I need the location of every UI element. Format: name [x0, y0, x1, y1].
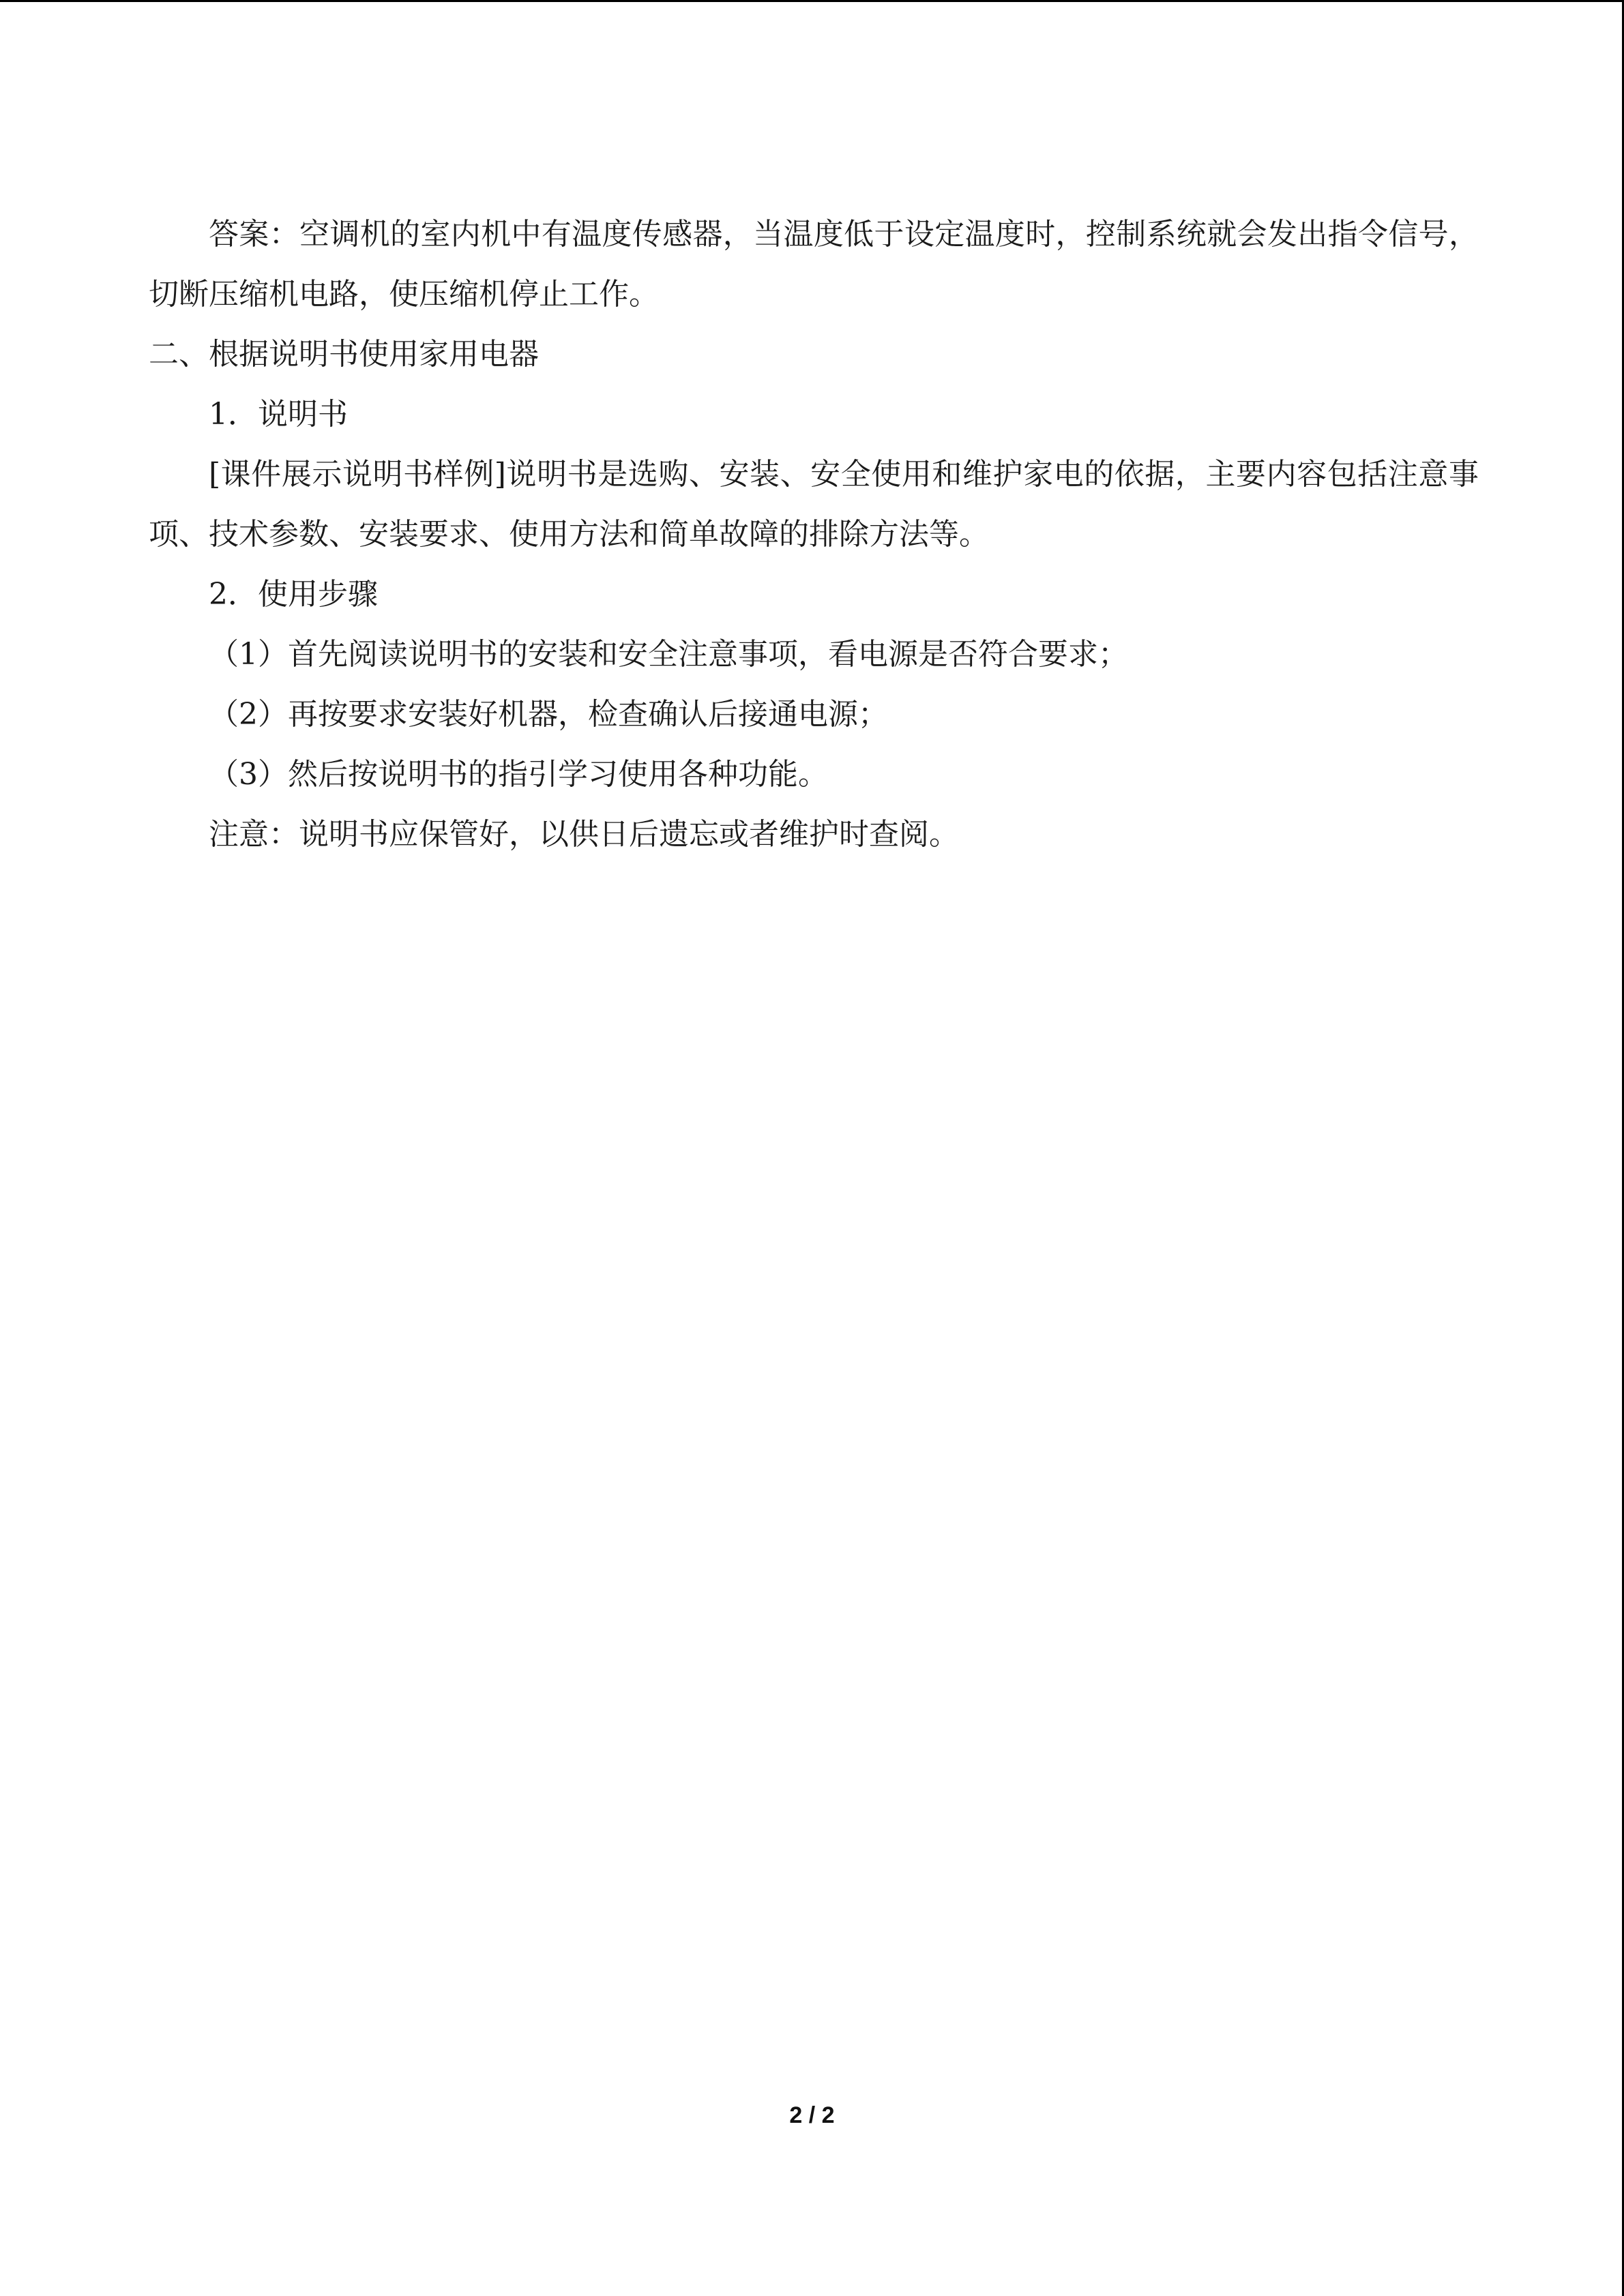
subheading-manual: 1．说明书 — [209, 397, 348, 432]
step-item-2: （2）再按要求安装好机器，检查确认后接通电源； — [209, 697, 888, 732]
page-number: 2 / 2 — [789, 2102, 835, 2128]
page-border-top — [0, 0, 1624, 2]
note-paragraph: 注意：说明书应保管好，以供日后遗忘或者维护时查阅。 — [209, 817, 959, 852]
document-body — [149, 205, 1479, 865]
answer-paragraph: 答案：空调机的室内机中有温度传感器，当温度低于设定温度时，控制系统就会发出指令信号，切断压缩机电路，使压缩机停止工作。 — [149, 217, 1479, 312]
step-item-3: （3）然后按说明书的指引学习使用各种功能。 — [209, 757, 828, 792]
manual-description-paragraph: [课件展示说明书样例]说明书是选购、安装、安全使用和维护家电的依据，主要内容包括注意事项、技术参数、安装要求、使用方法和简单故障的排除方法等。 — [149, 457, 1479, 552]
section-heading: 二、根据说明书使用家用电器 — [149, 337, 539, 372]
step-item-1: （1）首先阅读说明书的安装和安全注意事项，看电源是否符合要求； — [209, 637, 1128, 672]
subheading-steps: 2．使用步骤 — [209, 577, 378, 612]
